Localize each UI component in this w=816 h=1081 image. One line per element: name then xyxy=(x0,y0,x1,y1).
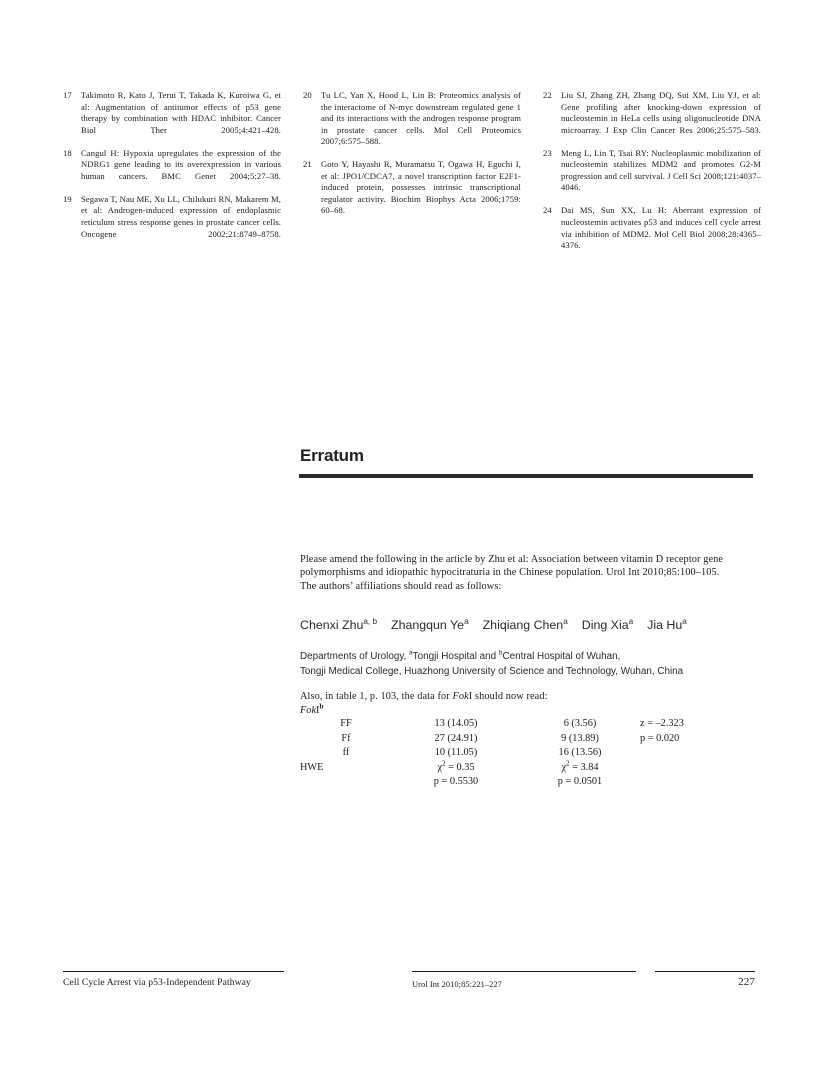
reference-text: Takimoto R, Kato J, Terui T, Takada K, Kuroiwa G, et al: Augmentation of antitumor effects of p53 gene therapy by combination with HDAC inhibitor. Cancer Biol Ther 2005;4:421–428. xyxy=(81,90,281,135)
reference-number: 20 xyxy=(303,90,312,100)
affiliation-marker-b: b xyxy=(498,649,503,657)
reference-number: 24 xyxy=(543,205,552,216)
gene-name-italic: Fok xyxy=(452,691,469,702)
author-name: Zhangqun Ye xyxy=(391,618,465,632)
chi-b-value: = 3.84 xyxy=(569,761,599,773)
author-name: Jia Hu xyxy=(647,618,683,632)
footer-page-number: 227 xyxy=(738,976,755,988)
group-b-cell: 6 (3.56) xyxy=(563,718,597,729)
footer-rule-left xyxy=(63,971,284,972)
erratum-affiliation-note: The authors’ affiliations should read as follows: xyxy=(300,580,502,592)
affiliation-text-pre: Departments of Urology, xyxy=(300,651,410,662)
gene-label-marker: b xyxy=(319,702,324,711)
author-affiliation-marker: a xyxy=(628,616,634,626)
author-name: Ding Xia xyxy=(581,618,629,632)
reference-text: Segawa T, Nau ME, Xu LL, Chilukuri RN, Makarem M, et al: Androgen-induced expression of endoplasmic reticulum stress response genes in prostate cancer cells. Oncogene 2002;21:8749–8758. xyxy=(81,193,281,239)
genotype-cell: Ff xyxy=(341,732,351,744)
group-a-cell: 13 (14.05) xyxy=(434,718,478,729)
affiliation-line-2: Tongji Medical College, Huazhong University of Science and Technology, Wuhan, China xyxy=(300,665,684,677)
author-affiliation-marker: a xyxy=(563,616,568,626)
reference-text: Cangul H: Hypoxia upregulates the expression of the NDRG1 gene leading to its overexpression in various human cancers. BMC Genet 2004;5:27–38. xyxy=(81,147,281,181)
footer-rule-middle xyxy=(412,971,636,972)
erratum-heading: Erratum xyxy=(300,446,364,465)
footer-running-title: Cell Cycle Arrest via p53-Independent Pathway xyxy=(63,977,251,988)
chi-exponent: 2 xyxy=(566,759,570,768)
author-name: Chenxi Zhu xyxy=(300,618,364,632)
reference-text: Liu SJ, Zhang ZH, Zhang DQ, Sui XM, Liu YJ, et al: Gene profiling after knocking-down expression of nucleostemin in HeLa cells using oligonucleotide DNA microarray. J Exp Clin Cancer Res 2006;25:575–583. xyxy=(561,90,761,135)
author-affiliation-marker: a xyxy=(464,616,469,626)
statistic-cell: z = –2.323 xyxy=(640,718,684,729)
reference-text: Meng L, Lin T, Tsai RY: Nucleoplasmic mobilization of nucleostemin stabilizes MDM2 and promotes G2-M progression and cell survival. J Cell Sci 2008;121:4037–4046. xyxy=(561,147,761,193)
group-a-cell: 27 (24.91) xyxy=(434,732,478,744)
author-name: Zhiqiang Chen xyxy=(482,618,564,632)
author-affiliation-marker: a, b xyxy=(363,616,378,626)
gene-label-roman: I xyxy=(316,705,320,716)
reference-number: 18 xyxy=(63,147,72,158)
hwe-p-b: p = 0.0501 xyxy=(557,776,603,788)
erratum-paragraph: Please amend the following in the article by Zhu et al: Association between vitamin D receptor gene polymorphisms and idiopathic hypocitraturia in the Chinese population. Urol Int 2010;85:100–105. xyxy=(300,554,724,579)
chi-a-value: = 0.35 xyxy=(445,761,475,773)
chi-symbol: χ xyxy=(561,761,567,773)
table-intro-pre: Also, in table 1, p. 103, the data for xyxy=(300,691,453,702)
affiliation-marker-a: a xyxy=(409,649,413,657)
reference-text: Dai MS, Sun XX, Lu H: Aberrant expression of nucleostemin activates p53 and induces cell cycle arrest via inhibition of MDM2. Mol Cell Biol 2008;28:4365–4376. xyxy=(561,205,761,251)
footer-citation: Urol Int 2010;85:221–227 xyxy=(412,980,502,989)
author-affiliation-marker: a xyxy=(682,616,687,626)
gene-label-italic: Fok xyxy=(300,705,317,716)
group-a-cell: 10 (11.05) xyxy=(434,747,478,759)
chi-symbol: χ xyxy=(437,761,443,773)
affiliation-text-mid: Tongji Hospital and xyxy=(412,651,499,662)
chi-exponent: 2 xyxy=(442,759,446,768)
reference-text: Goto Y, Hayashi R, Muramatsu T, Ogawa H, Eguchi I, et al: JPO1/CDCA7, a novel transcription factor E2F1-induced protein, possesses intrinsic transcriptional regulator activity. Biochim Biophys Acta 2006;1759: 60–68. xyxy=(321,159,521,216)
genotype-cell: ff xyxy=(342,747,350,759)
hwe-label: HWE xyxy=(300,761,324,773)
reference-number: 19 xyxy=(63,193,72,204)
affiliation-text-post: Central Hospital of Wuhan, xyxy=(502,651,621,662)
gene-name-roman: I xyxy=(468,691,473,702)
hwe-p-a: p = 0.5530 xyxy=(433,776,479,788)
footer-rule-right xyxy=(655,971,755,972)
reference-number: 17 xyxy=(63,90,72,100)
reference-number: 21 xyxy=(303,159,312,170)
table-intro-post: should now read: xyxy=(472,691,548,702)
reference-number: 22 xyxy=(543,90,552,100)
group-b-cell: 16 (13.56) xyxy=(558,747,602,759)
reference-number: 23 xyxy=(543,147,552,158)
genotype-cell: FF xyxy=(340,718,352,729)
group-b-cell: 9 (13.89) xyxy=(561,732,599,744)
statistic-cell: p = 0.020 xyxy=(640,732,680,744)
reference-text: Tu LC, Yan X, Hood L, Lin B: Proteomics analysis of the interactome of N-myc downstream regulated gene 1 and its interactions with the androgen response program in prostate cancer cells. Mol Cell Proteomics 2007;6:575–588. xyxy=(321,90,521,147)
